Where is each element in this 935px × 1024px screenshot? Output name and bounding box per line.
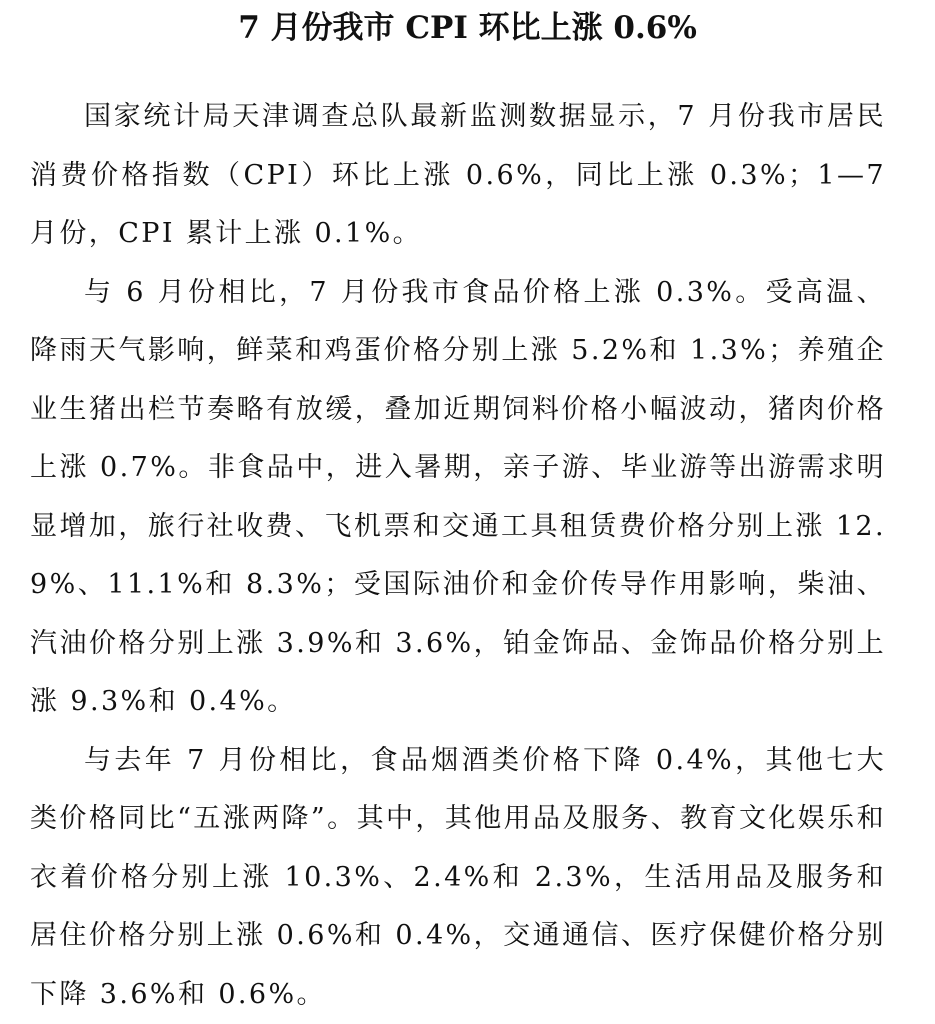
paragraph-year-on-year: 与去年 7 月份相比，食品烟酒类价格下降 0.4%，其他七大类价格同比“五涨两降”。其中，其他用品及服务、教育文化娱乐和衣着价格分别上涨 10.3%、2.4%和 2.3%，生活用品及服务和居住价格分别上涨 0.6%和 0.4%，交通通信、医疗保健价格分别下降 3.6%和 0.6%。 xyxy=(30,732,886,1024)
paragraph-month-on-month: 与 6 月份相比，7 月份我市食品价格上涨 0.3%。受高温、降雨天气影响，鲜菜和鸡蛋价格分别上涨 5.2%和 1.3%；养殖企业生猪出栏节奏略有放缓，叠加近期饲料价格小幅波动，猪肉价格上涨 0.7%。非食品中，进入暑期，亲子游、毕业游等出游需求明显增加，旅行社收费、飞机票和交通工具租赁费价格分别上涨 12.9%、11.1%和 8.3%；受国际油价和金价传导作用影响，柴油、汽油价格分别上涨 3.9%和 3.6%，铂金饰品、金饰品价格分别上涨 9.3%和 0.4%。 xyxy=(30,264,886,732)
document-title: 7 月份我市 CPI 环比上涨 0.6% xyxy=(0,6,935,50)
document-body xyxy=(30,88,886,1024)
paragraph-cpi-summary: 国家统计局天津调查总队最新监测数据显示，7 月份我市居民消费价格指数（CPI）环比上涨 0.6%，同比上涨 0.3%；1—7 月份，CPI 累计上涨 0.1%。 xyxy=(30,88,886,264)
